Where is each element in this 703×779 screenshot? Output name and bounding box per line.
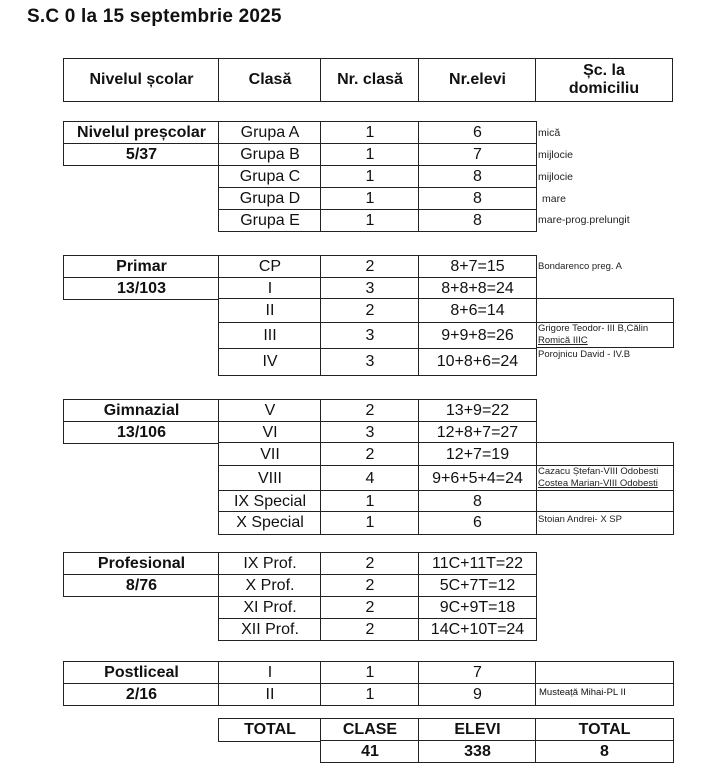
header-nr-students: Nr.elevi — [418, 58, 537, 102]
nr-class-cell: 1 — [320, 683, 420, 706]
nr-class-cell: 1 — [320, 165, 420, 189]
class-cell: V — [218, 399, 322, 423]
students-cell: 13+9=22 — [418, 399, 537, 423]
home-note-line1: Cazacu Ștefan-VIII Odobesti — [538, 466, 659, 477]
nr-class-cell: 3 — [320, 348, 420, 376]
students-cell: 8 — [418, 165, 537, 189]
level-name: Profesional — [63, 552, 220, 576]
nr-class-cell: 2 — [320, 596, 420, 620]
nr-class-cell: 2 — [320, 255, 420, 279]
level-summary: 13/103 — [63, 277, 220, 300]
home-note-line2: Costea Marian-VIII Odobesti — [538, 478, 658, 489]
students-cell: 8 — [418, 187, 537, 211]
home-note: Stoian Andrei- X SP — [538, 514, 622, 525]
home-note-line1: Grigore Teodor- III B,Călin — [538, 323, 649, 334]
students-cell: 8 — [418, 490, 537, 513]
level-name: Postliceal — [63, 661, 220, 685]
students-cell: 9C+9T=18 — [418, 596, 537, 620]
class-cell: IX Special — [218, 490, 322, 513]
nr-class-cell: 3 — [320, 277, 420, 300]
nr-class-cell: 1 — [320, 121, 420, 145]
nr-class-cell: 1 — [320, 187, 420, 211]
header-home-line1: Șc. la — [583, 62, 625, 79]
header-nr-class: Nr. clasă — [320, 58, 420, 102]
level-name: Primar — [63, 255, 220, 279]
class-cell: VIII — [218, 465, 322, 492]
students-cell: 9+6+5+4=24 — [418, 465, 537, 492]
students-cell: 8+7=15 — [418, 255, 537, 279]
class-cell: II — [218, 298, 322, 324]
header-class: Clasă — [218, 58, 322, 102]
nr-class-cell: 2 — [320, 399, 420, 423]
home-note: Bondarenco preg. A — [538, 261, 622, 272]
class-cell: I — [218, 277, 322, 300]
students-cell: 14C+10T=24 — [418, 618, 537, 641]
nr-class-cell: 2 — [320, 574, 420, 598]
students-cell: 5C+7T=12 — [418, 574, 537, 598]
class-cell: Grupa E — [218, 209, 322, 232]
home-note: mare-prog.prelungit — [538, 214, 630, 226]
class-cell: XII Prof. — [218, 618, 322, 641]
total-classes-value: 41 — [320, 740, 420, 763]
nr-class-cell: 2 — [320, 552, 420, 576]
level-summary: 2/16 — [63, 683, 220, 706]
students-cell: 8+6=14 — [418, 298, 537, 324]
total-home-value: 8 — [535, 740, 674, 763]
nr-class-cell: 2 — [320, 298, 420, 324]
students-cell: 7 — [418, 143, 537, 167]
nr-class-cell: 1 — [320, 209, 420, 232]
level-summary: 5/37 — [63, 143, 220, 166]
class-cell: IX Prof. — [218, 552, 322, 576]
students-cell: 6 — [418, 121, 537, 145]
home-note: mijlocie — [538, 171, 574, 183]
students-cell: 12+8+7=27 — [418, 421, 537, 444]
home-cell — [535, 661, 674, 685]
class-cell: Grupa C — [218, 165, 322, 189]
home-note: mijlocie — [538, 149, 574, 161]
home-notes-divider — [535, 490, 674, 492]
class-cell: Grupa B — [218, 143, 322, 167]
home-cell — [535, 683, 674, 706]
class-cell: Grupa D — [218, 187, 322, 211]
home-note: Porojnicu David - IV.B — [538, 349, 631, 360]
level-summary: 8/76 — [63, 574, 220, 597]
nr-class-cell: 4 — [320, 465, 420, 492]
students-cell: 7 — [418, 661, 537, 685]
header-level: Nivelul școlar — [63, 58, 220, 102]
class-cell: Grupa A — [218, 121, 322, 145]
class-cell: X Prof. — [218, 574, 322, 598]
nr-class-cell: 1 — [320, 661, 420, 685]
total-students-label: ELEVI — [418, 718, 537, 742]
class-cell: I — [218, 661, 322, 685]
page-title: S.C 0 la 15 septembrie 2025 — [27, 6, 282, 27]
nr-class-cell: 1 — [320, 490, 420, 513]
students-cell: 6 — [418, 511, 537, 535]
home-note — [538, 323, 648, 347]
home-note: mică — [538, 127, 561, 139]
nr-class-cell: 1 — [320, 143, 420, 167]
level-summary: 13/106 — [63, 421, 220, 444]
nr-class-cell: 3 — [320, 421, 420, 444]
class-cell: II — [218, 683, 322, 706]
nr-class-cell: 2 — [320, 618, 420, 641]
students-cell: 9 — [418, 683, 537, 706]
level-name: Gimnazial — [63, 399, 220, 423]
home-note: Musteață Mihai-PL II — [539, 687, 626, 698]
class-cell: VI — [218, 421, 322, 444]
students-cell: 12+7=19 — [418, 442, 537, 467]
nr-class-cell: 1 — [320, 511, 420, 535]
students-cell: 8+8+8=24 — [418, 277, 537, 300]
class-cell: X Special — [218, 511, 322, 535]
class-cell: CP — [218, 255, 322, 279]
nr-class-cell: 2 — [320, 442, 420, 467]
home-note — [538, 466, 658, 490]
header-home-line2: domiciliu — [568, 80, 640, 97]
nr-class-cell: 3 — [320, 322, 420, 350]
total-home-label: TOTAL — [535, 718, 674, 742]
total-label: TOTAL — [218, 718, 322, 742]
students-cell: 9+9+8=26 — [418, 322, 537, 350]
students-cell: 11C+11T=22 — [418, 552, 537, 576]
level-name: Nivelul preșcolar — [63, 121, 220, 145]
class-cell: VII — [218, 442, 322, 467]
home-notes-divider — [535, 511, 674, 513]
class-cell: III — [218, 322, 322, 350]
home-note-line2: Romică IIIC — [538, 335, 588, 346]
class-cell: IV — [218, 348, 322, 376]
class-cell: XI Prof. — [218, 596, 322, 620]
home-note: mare — [542, 193, 566, 205]
students-cell: 8 — [418, 209, 537, 232]
students-cell: 10+8+6=24 — [418, 348, 537, 376]
total-classes-label: CLASE — [320, 718, 420, 742]
total-students-value: 338 — [418, 740, 537, 763]
header-home-school — [535, 58, 673, 102]
